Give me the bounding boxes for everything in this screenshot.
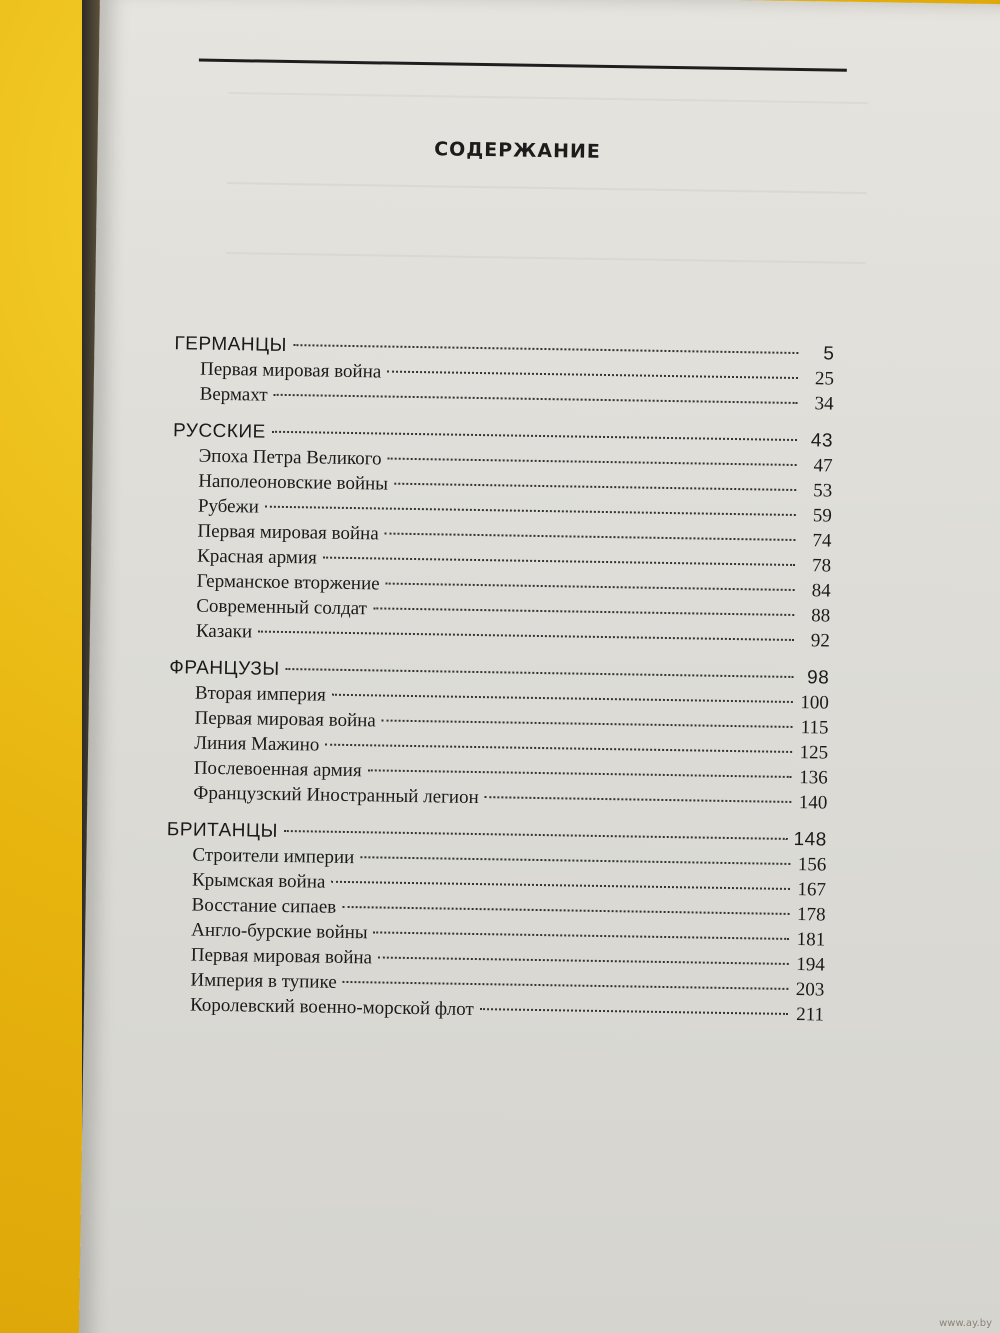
leader-dots: [378, 956, 789, 964]
leader-dots: [323, 557, 795, 566]
toc-section: [167, 655, 829, 815]
show-through-line: [226, 252, 866, 264]
toc-heading-label: ФРАНЦУЗЫ: [169, 657, 280, 680]
toc-entry-label: Первая мировая война: [190, 944, 373, 969]
leader-dots: [325, 744, 792, 753]
leader-dots: [258, 631, 794, 641]
leader-dots: [368, 769, 792, 778]
toc-page-number: 34: [814, 393, 834, 415]
toc-page-number: 25: [814, 368, 835, 390]
leader-dots: [374, 931, 790, 940]
toc-section: [173, 331, 834, 416]
toc-entry-label: Вермахт: [199, 383, 268, 406]
toc-heading-label: РУССКИЕ: [172, 420, 266, 443]
leader-dots: [274, 394, 798, 404]
toc-section: [164, 817, 827, 1027]
show-through-line: [227, 182, 867, 194]
leader-dots: [385, 533, 796, 541]
site-watermark: www.ay.by: [939, 1318, 992, 1329]
leader-dots: [382, 720, 793, 728]
toc-entry-label: Эпоха Петра Великого: [198, 445, 382, 470]
leader-dots: [293, 344, 798, 354]
toc-entry-label: Первая мировая война: [199, 358, 382, 383]
toc-entry-label: Французский Иностранный легион: [193, 782, 479, 809]
toc-entry-label: Вторая империя: [194, 682, 326, 706]
toc-entry-label: Линия Мажино: [194, 732, 320, 756]
toc-page-number: 178: [796, 904, 826, 926]
toc-page-number: 136: [799, 767, 828, 789]
toc-page-number: 203: [795, 979, 825, 1001]
toc-entry-label: Королевский военно-морской флот: [189, 994, 474, 1020]
toc-page-number: 148: [793, 828, 827, 851]
toc-page-number: 5: [823, 343, 835, 365]
leader-dots: [342, 906, 789, 915]
toc-page-number: 140: [798, 792, 828, 814]
toc-page-number: 156: [797, 854, 827, 876]
leader-dots: [394, 483, 796, 491]
leader-dots: [480, 1008, 788, 1015]
toc-entry-label: Первая мировая война: [194, 707, 376, 732]
leader-dots: [387, 371, 798, 379]
toc-page-number: 167: [797, 879, 827, 901]
toc-entry-label: Современный солдат: [196, 595, 368, 620]
toc-page-number: 92: [810, 630, 831, 652]
leader-dots: [360, 856, 790, 865]
toc-entry-label: Строители империи: [192, 844, 355, 869]
toc-entry-label: Наполеоновские войны: [198, 470, 389, 495]
toc-entry-label: Империя в тупике: [190, 969, 337, 993]
toc-entry-label: Крымская война: [191, 869, 326, 893]
leader-dots: [332, 694, 793, 703]
toc-heading-label: ГЕРМАНЦЫ: [174, 333, 288, 356]
toc-entry-label: Восстание сипаев: [191, 894, 337, 918]
toc-page-number: 59: [812, 505, 832, 527]
toc-page-number: 181: [796, 929, 826, 951]
toc-page-number: 88: [811, 605, 831, 627]
header-rule: [199, 59, 847, 72]
toc-page-number: 74: [812, 530, 832, 552]
toc-heading-label: БРИТАНЦЫ: [166, 819, 279, 842]
leader-dots: [343, 981, 789, 990]
toc-entry-label: Послевоенная армия: [193, 757, 362, 782]
leader-dots: [284, 830, 788, 840]
toc-page-number: 125: [799, 742, 829, 764]
leader-dots: [272, 431, 797, 441]
toc-entry-label: Рубежи: [197, 495, 260, 518]
leader-dots: [265, 506, 796, 516]
toc-entry-label: Красная армия: [196, 545, 317, 569]
toc-page-number: 100: [800, 692, 830, 714]
book-page: [79, 0, 1000, 1333]
toc-page-number: 53: [813, 480, 833, 502]
table-of-contents: [164, 331, 835, 1039]
toc-page-number: 194: [796, 954, 825, 976]
toc-entry-label: Первая мировая война: [197, 520, 379, 545]
leader-dots: [386, 583, 795, 591]
leader-dots: [388, 458, 797, 466]
leader-dots: [331, 881, 790, 890]
toc-entry-label: Казаки: [195, 620, 253, 643]
show-through-line: [228, 92, 868, 104]
toc-page-number: 98: [806, 667, 830, 689]
toc-page-number: 78: [811, 555, 832, 577]
toc-page-number: 47: [813, 455, 833, 477]
leader-dots: [286, 668, 794, 678]
toc-page-number: 115: [800, 717, 829, 739]
toc-page-number: 84: [811, 580, 831, 602]
leader-dots: [373, 607, 794, 616]
leader-dots: [485, 796, 792, 803]
toc-entry-label: Англо-бурские войны: [191, 919, 368, 944]
toc-page-number: 43: [810, 430, 834, 452]
toc-entry-label: Германское вторжение: [196, 570, 380, 595]
toc-section: [170, 418, 833, 653]
page-title: СОДЕРЖАНИЕ: [434, 138, 602, 163]
toc-page-number: 211: [796, 1004, 825, 1026]
